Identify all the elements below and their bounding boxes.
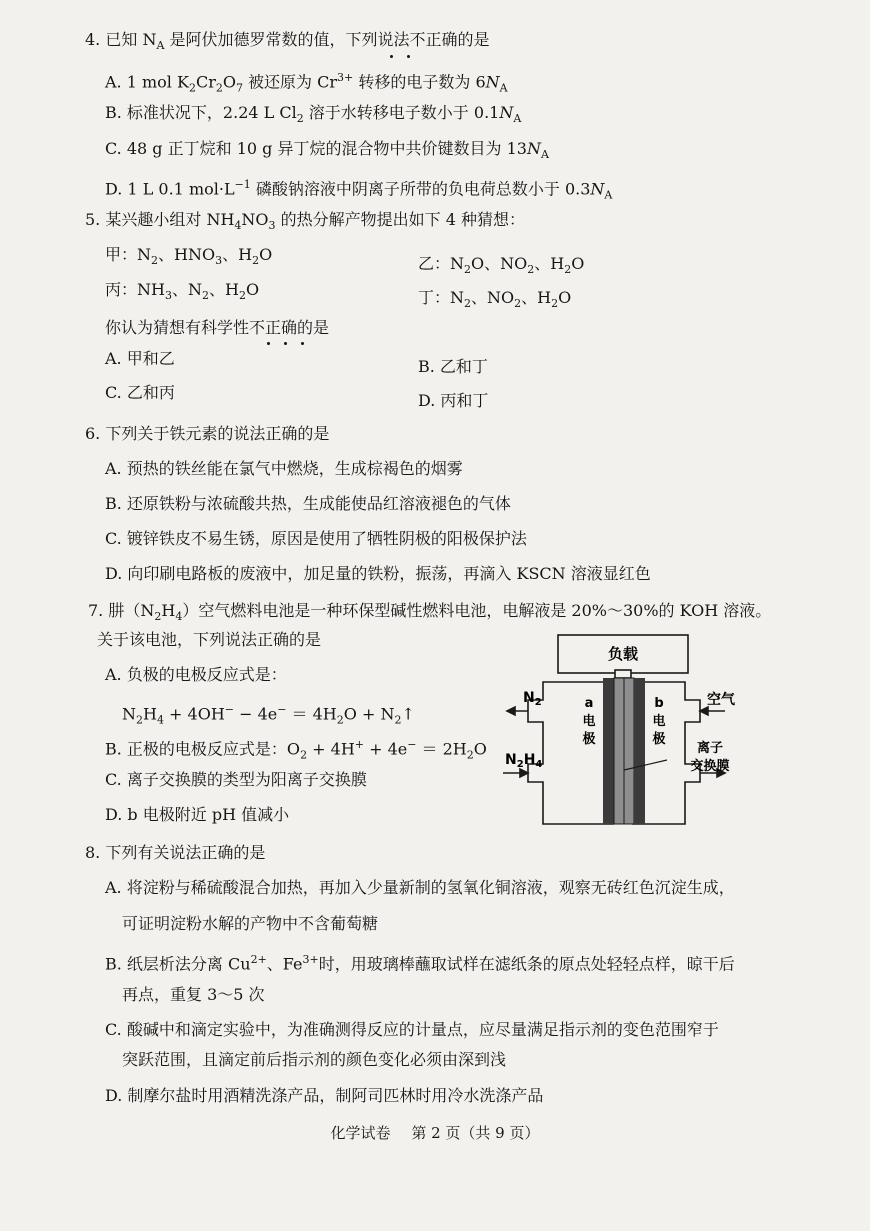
q7-option-d: D. b 电极附近 pH 值减小 <box>105 805 290 824</box>
q7-option-a-equation: $N_2H_4 + 4OH^- - 4e^- = 4H_2O$ + $N_2↑$ <box>122 703 415 727</box>
emphasis-dot <box>407 55 410 58</box>
arrow-out-n2 <box>507 707 515 715</box>
q5-guess-yi: 乙：$N_2O$、$NO_2$、$H_2O$ <box>418 254 585 277</box>
arrow-in-air <box>700 707 708 715</box>
emphasis-dot <box>284 342 287 345</box>
q8-option-a: A. 将淀粉与稀硫酸混合加热，再加入少量新制的氢氧化铜溶液，观察无砖红色沉淀生成， <box>105 878 735 897</box>
page-footer <box>0 1122 870 1143</box>
a-label: a <box>584 696 594 711</box>
svg-text:交换膜: 交换膜 <box>690 759 730 774</box>
b-label: b <box>654 696 664 711</box>
q4-option-a: A. 1 mol $K_2Cr_2O_7$ 被还原为 $Cr^{3+}$ 转移的电子数为 $6N_A$ <box>105 71 508 95</box>
q8-stem: 8. 下列有关说法正确的是 <box>85 843 266 862</box>
q5-guess-jia: 甲：$N_2$、$HNO_3$、$H_2O$ <box>105 245 273 268</box>
svg-text:极: 极 <box>582 732 596 747</box>
q8-option-a-cont: 可证明淀粉水解的产物中不含葡萄糖 <box>122 914 379 933</box>
a-electrode <box>603 678 614 824</box>
n2-label: $N_2$ <box>523 690 542 708</box>
q8-option-c-cont: 突跃范围，且滴定前后指示剂的颜色变化必须由深到浅 <box>122 1050 507 1069</box>
q7-option-c: C. 离子交换膜的类型为阳离子交换膜 <box>105 770 367 789</box>
q4-option-d: D. 1 L 0.1 $mol\cdot L^{-1}$ 磷酸钠溶液中阴离子所带的负电荷总数小于 $0.3N_A$ <box>105 178 613 202</box>
membrane-label: 离子 <box>696 741 724 756</box>
q5-guess-ding: 丁：$N_2$、$NO_2$、$H_2O$ <box>418 288 572 311</box>
q5-option-d: D. 丙和丁 <box>418 391 489 410</box>
q5-stem: 5. 某兴趣小组对 $NH_4NO_3$ 的热分解产物提出如下 4 种猜想： <box>85 210 525 233</box>
q5-option-a: A. 甲和乙 <box>105 349 175 368</box>
q6-option-d: D. 向印刷电路板的废液中，加足量的铁粉，振荡，再滴入 KSCN 溶液显红色 <box>105 564 651 583</box>
q6-stem: 6. 下列关于铁元素的说法正确的是 <box>85 424 330 443</box>
footer-page-number: 第 2 页（共 9 页） <box>411 1124 540 1142</box>
q5-prompt: 你认为猜想有科学性不正确的是 <box>105 318 330 337</box>
svg-text:电: 电 <box>582 714 596 729</box>
q6-option-a: A. 预热的铁丝能在氯气中燃烧，生成棕褐色的烟雾 <box>105 459 463 478</box>
q7-option-a: A. 负极的电极反应式是： <box>105 665 287 684</box>
n2h4-label: $N_2H_4$ <box>505 752 543 770</box>
q7-stem: 7. 肼$(N_2H_4)$空气燃料电池是一种环保型碱性燃料电池，电解液是 20%～30%的 KOH 溶液。 <box>88 601 772 624</box>
arrow-in-n2h4 <box>520 769 528 777</box>
b-electrode <box>634 678 645 824</box>
q8-option-c: C. 酸碱中和滴定实验中，为准确测得反应的计量点，应尽量满足指示剂的变色范围窄于 <box>105 1020 719 1039</box>
q5-guess-bing: 丙：$NH_3$、$N_2$、$H_2O$ <box>105 280 260 303</box>
emphasis-dot <box>267 342 270 345</box>
q5-option-b: B. 乙和丁 <box>418 357 488 376</box>
q4-option-c: C. 48 g 正丁烷和 10 g 异丁烷的混合物中共价键数目为 $13N_A$ <box>105 139 549 162</box>
q8-option-b-cont: 再点，重复 3～5 次 <box>122 985 265 1004</box>
q4-stem: 4. 已知 $N_A$ 是阿伏加德罗常数的值，下列说法不正确的是 <box>85 30 490 53</box>
q6-option-c: C. 镀锌铁皮不易生锈，原因是使用了牺牲阴极的阳极保护法 <box>105 529 527 548</box>
q5-option-c: C. 乙和丙 <box>105 383 175 402</box>
emphasis-dot <box>301 342 304 345</box>
air-label: 空气 <box>707 692 735 708</box>
load-label: 负载 <box>607 645 639 663</box>
svg-text:极: 极 <box>652 732 666 747</box>
emphasis-dot <box>390 55 393 58</box>
q6-option-b: B. 还原铁粉与浓硫酸共热，生成能使品红溶液褪色的气体 <box>105 494 511 513</box>
footer-subject: 化学试卷 <box>330 1124 391 1142</box>
svg-text:电: 电 <box>652 714 666 729</box>
q8-option-b: B. 纸层析法分离 $Cu^{2+}$、$Fe^{3+}$时，用玻璃棒蘸取试样在滤纸条的原点处轻轻点样，晾干后 <box>105 953 735 974</box>
q7-option-b: B. 正极的电极反应式是：$O_2 + 4H^+ + 4e^- = 2H_2O$ <box>105 738 487 762</box>
fuel-cell-diagram <box>495 630 755 830</box>
q7-stem-2: 关于该电池，下列说法正确的是 <box>97 630 322 649</box>
q8-option-d: D. 制摩尔盐时用酒精洗涤产品，制阿司匹林时用冷水洗涤产品 <box>105 1086 544 1105</box>
q4-option-b: B. 标准状况下，2.24 L $Cl_2$ 溶于水转移电子数小于 $0.1N_A$ <box>105 103 522 126</box>
